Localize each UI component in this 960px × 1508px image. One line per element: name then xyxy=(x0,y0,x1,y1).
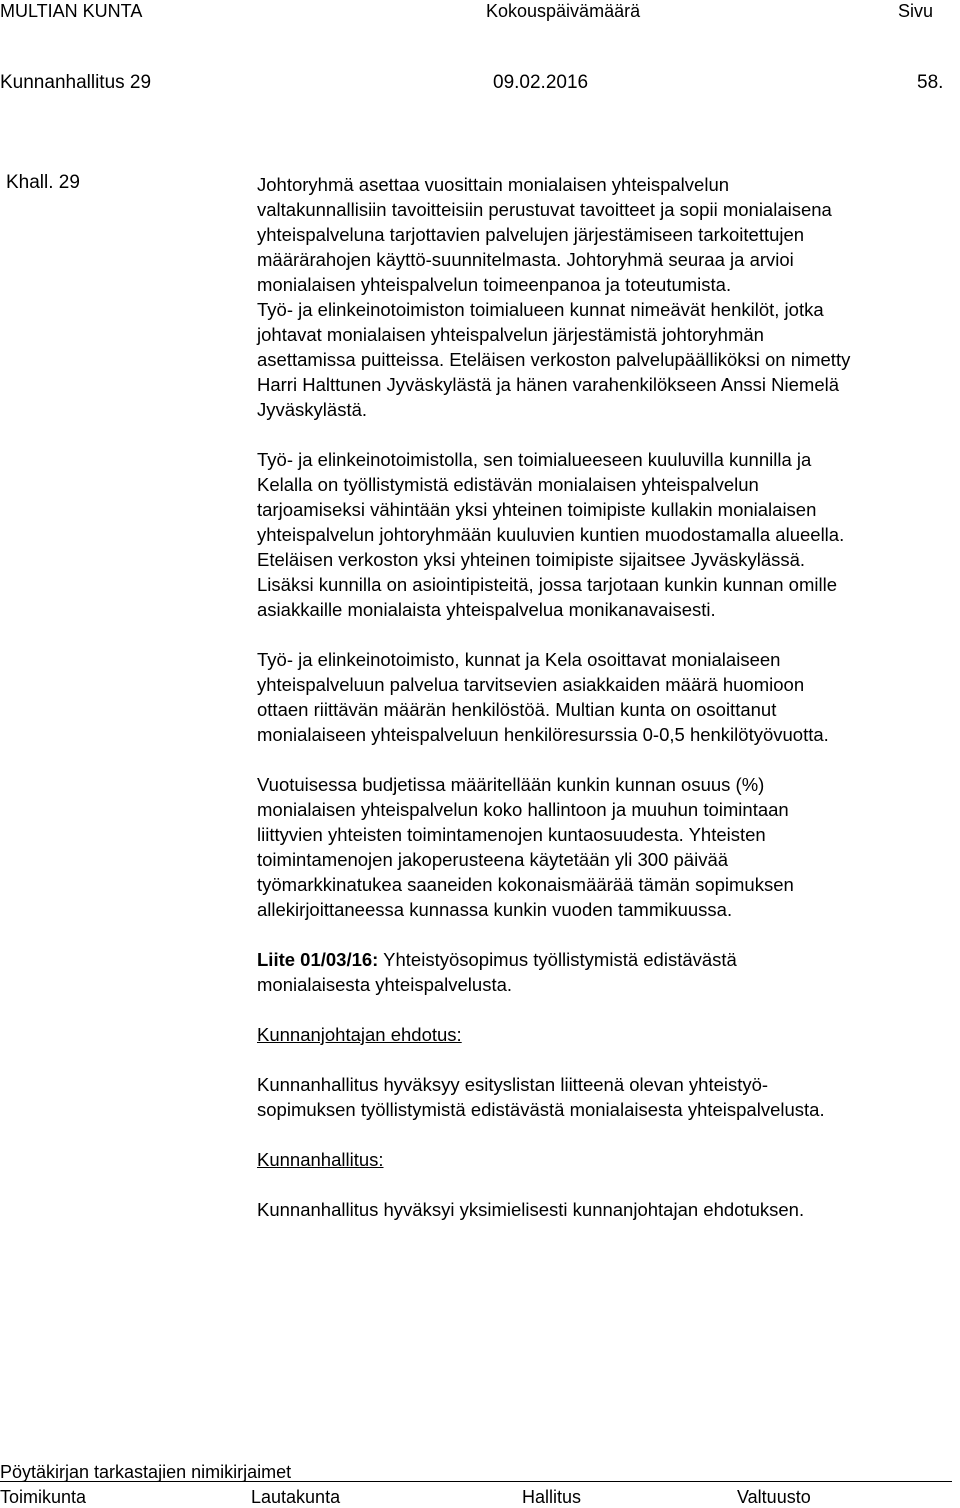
text-line: ottaen riittävän määrän henkilöstöä. Multian kunta on osoittanut xyxy=(257,699,777,720)
proposal-text xyxy=(257,1072,957,1122)
footer-col-toimikunta: Toimikunta xyxy=(0,1487,87,1507)
text-line: allekirjoittaneessa kunnassa kunkin vuoden tammikuussa. xyxy=(257,899,733,920)
text-line xyxy=(257,1022,957,1047)
text-line: Kunnanhallitus hyväksyy esityslistan liitteenä olevan yhteistyö- xyxy=(257,1074,769,1095)
text-line: Kunnanhallitus hyväksyi yksimielisesti kunnanjohtajan ehdotuksen. xyxy=(257,1199,805,1220)
text-line: Vuotuisessa budjetissa määritellään kunkin kunnan osuus (%) xyxy=(257,774,765,795)
footer-col-valtuusto: Valtuusto xyxy=(737,1487,811,1507)
text-line: työmarkkinatukea saaneiden kokonaismäärää tämän sopimuksen xyxy=(257,874,794,895)
page-number: 58. xyxy=(917,72,944,93)
text-line: monialaiseen yhteispalveluun henkilöresurssia 0-0,5 henkilötyövuotta. xyxy=(257,724,829,745)
text-line: Lisäksi kunnilla on asiointipisteitä, jossa tarjotaan kunkin kunnan omille xyxy=(257,574,837,595)
text-line: toimintamenojen jakoperusteena käytetään yli 300 päivää xyxy=(257,849,729,870)
decision-heading-text: Kunnanhallitus: xyxy=(257,1149,384,1170)
proposal-heading-text: Kunnanjohtajan ehdotus: xyxy=(257,1024,462,1045)
text-line: johtavat monialaisen yhteispalvelun järjestämistä johtoryhmän xyxy=(257,324,764,345)
meeting-date-label: Kokouspäivämäärä xyxy=(486,1,641,21)
footer-col-hallitus: Hallitus xyxy=(522,1487,582,1507)
text-line: Harri Halttunen Jyväskylästä ja hänen varahenkilökseen Anssi Niemelä xyxy=(257,374,840,395)
meeting-date: 09.02.2016 xyxy=(493,72,589,93)
text-line: Johtoryhmä asettaa vuosittain monialaisen yhteispalvelun xyxy=(257,174,730,195)
attachment-label: Liite 01/03/16: xyxy=(257,949,379,970)
text-line: Työ- ja elinkeinotoimistolla, sen toimialueeseen kuuluvilla kunnilla ja xyxy=(257,449,812,470)
text-line: tarjoamiseksi vähintään yksi yhteinen toimipiste kullakin monialaisen xyxy=(257,499,817,520)
text-line: sopimuksen työllistymistä edistävästä monialaisesta yhteispalvelusta. xyxy=(257,1099,825,1120)
section-label: Khall. 29 xyxy=(6,172,80,193)
paragraph-1 xyxy=(257,172,957,422)
text-line: monialaisen yhteispalvelun koko hallintoon ja muuhun toimintaan xyxy=(257,799,789,820)
decision-heading xyxy=(257,1147,957,1172)
proposal-heading xyxy=(257,1022,957,1047)
text-line: asettamissa puitteissa. Eteläisen verkoston palvelupäälliköksi on nimetty xyxy=(257,349,851,370)
text-line: Kelalla on työllistymistä edistävän monialaisen yhteispalvelun xyxy=(257,474,759,495)
paragraph-4 xyxy=(257,772,957,922)
attachment-note xyxy=(257,947,957,997)
paragraph-3 xyxy=(257,647,957,747)
text-line: yhteispalveluna tarjottavien palvelujen järjestämiseen tarkoitettujen xyxy=(257,224,805,245)
board-meeting-number: Kunnanhallitus 29 xyxy=(0,72,152,93)
text-line: Jyväskylästä. xyxy=(257,399,368,420)
footer-divider xyxy=(0,1481,952,1482)
text-line: Eteläisen verkoston yksi yhteinen toimipiste sijaitsee Jyväskylässä. xyxy=(257,549,806,570)
municipality-name: MULTIAN KUNTA xyxy=(0,1,143,21)
text-line: asiakkaille monialaista yhteispalvelua monikanavaisesti. xyxy=(257,599,716,620)
text-line: Työ- ja elinkeinotoimisto, kunnat ja Kela osoittavat monialaiseen xyxy=(257,649,781,670)
footer-col-lautakunta: Lautakunta xyxy=(251,1487,341,1507)
paragraph-2 xyxy=(257,447,957,622)
text-line xyxy=(257,947,957,972)
text-line: määrärahojen käyttö-suunnitelmasta. Johtoryhmä seuraa ja arvioi xyxy=(257,249,794,270)
page-label: Sivu xyxy=(898,1,934,21)
text-line: liittyvien yhteisten toimintamenojen kuntaosuudesta. Yhteisten xyxy=(257,824,766,845)
decision-text xyxy=(257,1197,957,1222)
attachment-title: Yhteistyösopimus työllistymistä edistävästä xyxy=(378,949,737,970)
text-line: yhteispalveluun palvelua tarvitsevien asiakkaiden määrä huomioon xyxy=(257,674,805,695)
initials-label: Pöytäkirjan tarkastajien nimikirjaimet xyxy=(0,1462,292,1482)
text-line: valtakunnallisiin tavoitteisiin perustuvat tavoitteet ja sopii monialaisena xyxy=(257,199,832,220)
section-body xyxy=(257,172,957,1222)
text-line: monialaisesta yhteispalvelusta. xyxy=(257,974,513,995)
text-line xyxy=(257,1147,957,1172)
text-line: Työ- ja elinkeinotoimiston toimialueen kunnat nimeävät henkilöt, jotka xyxy=(257,299,824,320)
text-line: monialaisen yhteispalvelun toimeenpanoa ja toteutumista. xyxy=(257,274,732,295)
text-line: yhteispalvelun johtoryhmään kuuluvien kuntien muodostamalla alueella. xyxy=(257,524,845,545)
